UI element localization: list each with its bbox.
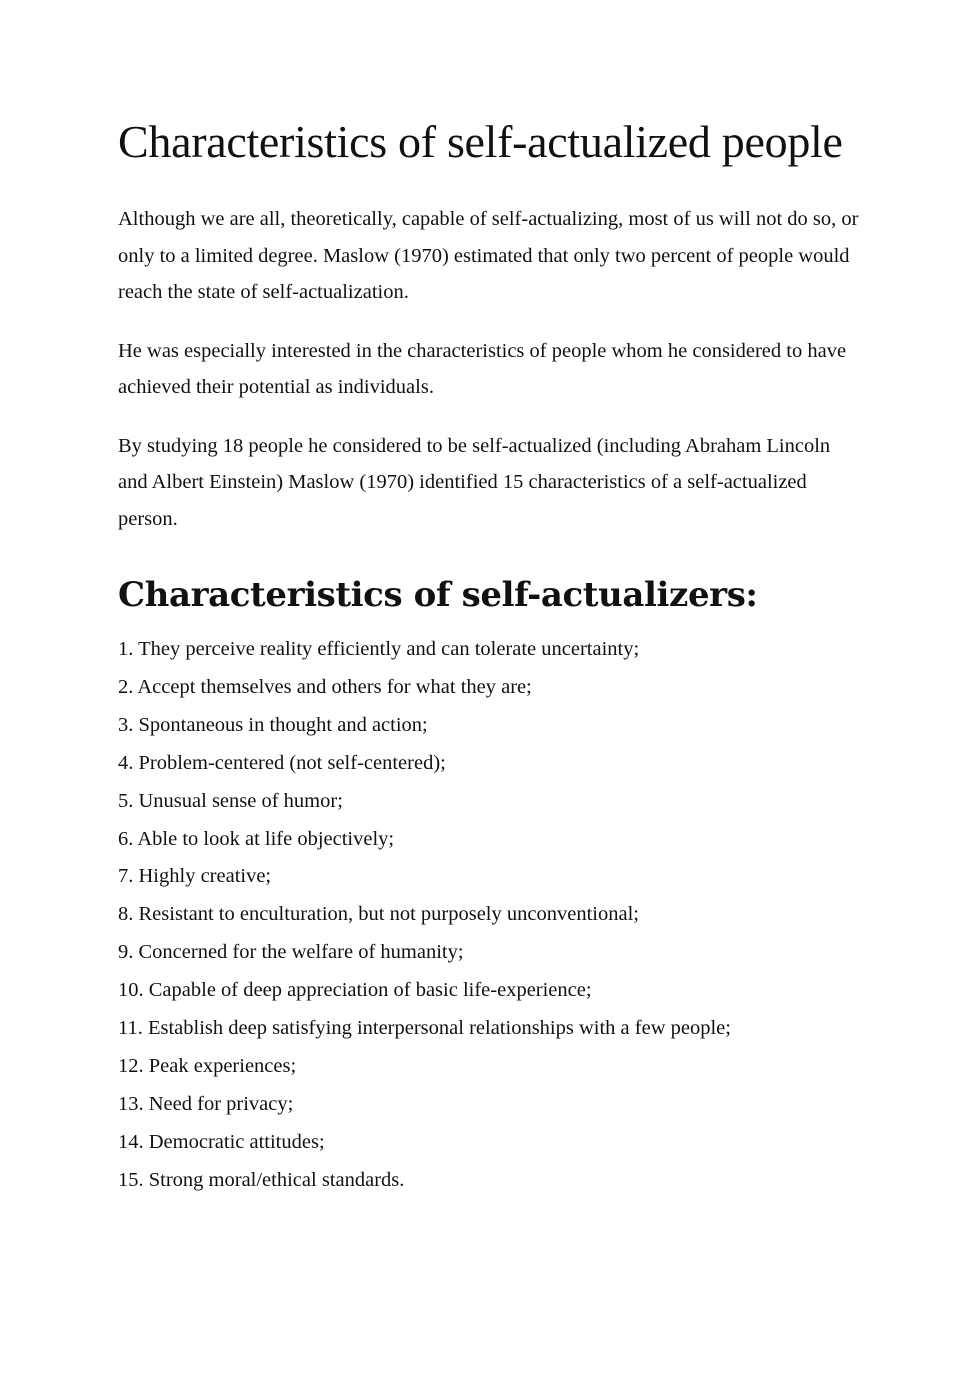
article xyxy=(118,116,860,1200)
list-item: 3. Spontaneous in thought and action; xyxy=(118,713,428,736)
study-paragraph: By studying 18 people he considered to be self-actualized (including Abraham Lincoln and Albert Einstein) Maslow (1970) identified 15 characteristics of a self-actualized person. xyxy=(118,434,831,530)
list-item: 2. Accept themselves and others for what they are; xyxy=(118,675,532,698)
list-item: 1. They perceive reality efficiently and can tolerate uncertainty; xyxy=(118,638,640,660)
list-item: 15. Strong moral/ethical standards. xyxy=(118,1168,405,1191)
list-item: 8. Resistant to enculturation, but not purposely unconventional; xyxy=(118,903,639,926)
list-item: 9. Concerned for the welfare of humanity; xyxy=(118,941,464,964)
list-item: 10. Capable of deep appreciation of basic life-experience; xyxy=(118,979,592,1002)
interest-paragraph: He was especially interested in the characteristics of people whom he considered to have achieved their potential as individuals. xyxy=(118,339,847,398)
section-heading: Characteristics of self-actualizers: xyxy=(118,575,758,615)
list-item: 4. Problem-centered (not self-centered); xyxy=(118,751,446,774)
list-item: 11. Establish deep satisfying interpersonal relationships with a few people; xyxy=(118,1017,731,1040)
list-item: 12. Peak experiences; xyxy=(118,1054,297,1077)
intro-paragraph: Although we are all, theoretically, capable of self-actualizing, most of us will not do so, or only to a limited degree. Maslow (1970) estimated that only two percent of people would reach the state of self-actualization. xyxy=(118,208,859,303)
list-item: 14. Democratic attitudes; xyxy=(118,1130,325,1153)
list-item: 6. Able to look at life objectively; xyxy=(118,827,395,850)
list-item: 5. Unusual sense of humor; xyxy=(118,789,343,812)
characteristics-list xyxy=(118,631,860,1200)
page-title: Characteristics of self-actualized people xyxy=(118,116,843,167)
list-item: 13. Need for privacy; xyxy=(118,1092,294,1115)
list-item: 7. Highly creative; xyxy=(118,865,272,888)
